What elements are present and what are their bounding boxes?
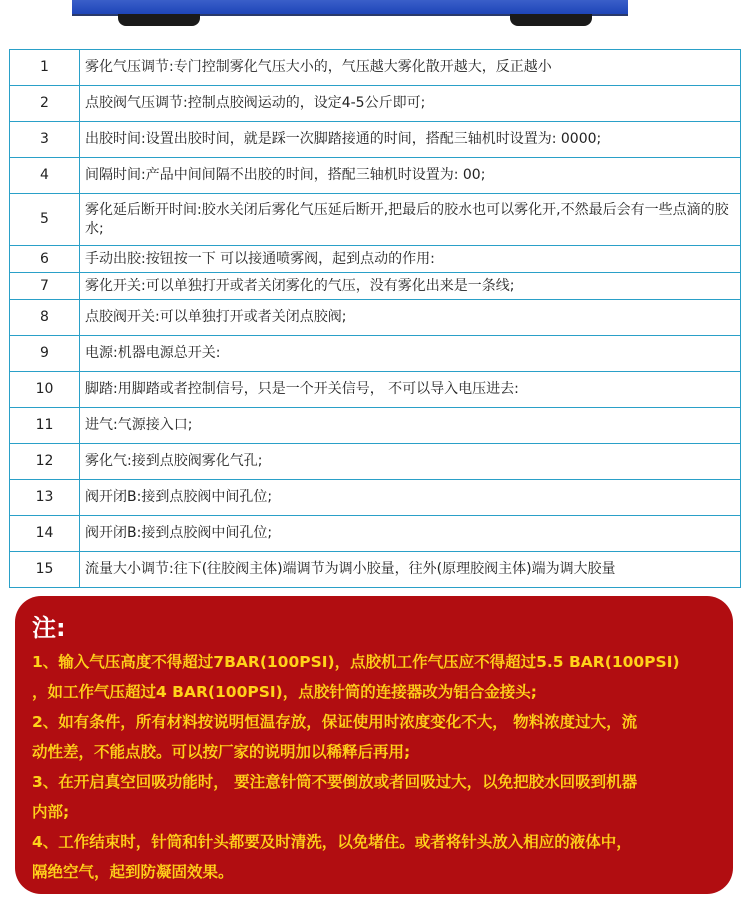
notice-line: 动性差，不能点胶。可以按厂家的说明加以稀释后再用; — [32, 743, 411, 761]
row-description: 出胶时间:设置出胶时间，就是踩一次脚踏接通的时间，搭配三轴机时设置为: 0000; — [80, 122, 741, 158]
row-description: 点胶阀气压调节:控制点胶阀运动的，设定4-5公斤即可; — [80, 86, 741, 122]
row-description: 间隔时间:产品中间间隔不出胶的时间，搭配三轴机时设置为: 00; — [80, 158, 741, 194]
notice-box — [15, 596, 733, 894]
row-number: 6 — [10, 246, 80, 273]
table-row — [10, 50, 741, 86]
row-number: 11 — [10, 408, 80, 444]
row-number: 14 — [10, 516, 80, 552]
row-number: 12 — [10, 444, 80, 480]
table-row — [10, 444, 741, 480]
notice-title: 注: — [32, 614, 66, 642]
row-description: 点胶阀开关:可以单独打开或者关闭点胶阀; — [80, 300, 741, 336]
table-row — [10, 246, 741, 273]
row-number: 10 — [10, 372, 80, 408]
table-row — [10, 273, 741, 300]
table-row — [10, 516, 741, 552]
device-foot-left — [118, 14, 200, 26]
notice-line: 1、输入气压高度不得超过7BAR(100PSI)，点胶机工作气压应不得超过5.5 BAR(100PSI) — [32, 653, 680, 671]
notice-line: 2、如有条件，所有材料按说明恒温存放，保证使用时浓度变化不大， 物料浓度过大，流 — [32, 713, 638, 731]
row-description: 手动出胶:按钮按一下 可以接通喷雾阀，起到点动的作用: — [80, 246, 741, 273]
row-number: 2 — [10, 86, 80, 122]
notice-line: ，如工作气压超过4 BAR(100PSI)，点胶针筒的连接器改为铝合金接头; — [32, 683, 537, 701]
table-row — [10, 194, 741, 246]
row-description: 雾化开关:可以单独打开或者关闭雾化的气压，没有雾化出来是一条线; — [80, 273, 741, 300]
notice-line: 内部; — [32, 803, 70, 821]
row-number: 7 — [10, 273, 80, 300]
row-number: 13 — [10, 480, 80, 516]
row-number: 8 — [10, 300, 80, 336]
table-row — [10, 552, 741, 588]
table-row — [10, 336, 741, 372]
table-row — [10, 408, 741, 444]
row-description: 阀开闭B:接到点胶阀中间孔位; — [80, 480, 741, 516]
row-number: 5 — [10, 194, 80, 246]
row-description: 雾化延后断开时间:胶水关闭后雾化气压延后断开,把最后的胶水也可以雾化开,不然最后会有一些点滴的胶水; — [80, 194, 741, 246]
row-number: 1 — [10, 50, 80, 86]
row-description: 流量大小调节:往下(往胶阀主体)端调节为调小胶量，往外(原理胶阀主体)端为调大胶量 — [80, 552, 741, 588]
row-description: 雾化气:接到点胶阀雾化气孔; — [80, 444, 741, 480]
row-description: 脚踏:用脚踏或者控制信号，只是一个开关信号， 不可以导入电压进去: — [80, 372, 741, 408]
row-number: 3 — [10, 122, 80, 158]
row-description: 进气:气源接入口; — [80, 408, 741, 444]
product-photo — [0, 0, 750, 38]
table-row — [10, 300, 741, 336]
row-number: 15 — [10, 552, 80, 588]
table-row — [10, 480, 741, 516]
row-description: 阀开闭B:接到点胶阀中间孔位; — [80, 516, 741, 552]
row-description: 雾化气压调节:专门控制雾化气压大小的，气压越大雾化散开越大，反正越小 — [80, 50, 741, 86]
device-foot-right — [510, 14, 592, 26]
notice-line: 3、在开启真空回吸功能时， 要注意针筒不要倒放或者回吸过大，以免把胶水回吸到机器 — [32, 773, 638, 791]
table-row — [10, 158, 741, 194]
row-number: 4 — [10, 158, 80, 194]
notice-line: 4、工作结束时，针筒和针头都要及时清洗，以免堵住。或者将针头放入相应的液体中， — [32, 833, 632, 851]
row-number: 9 — [10, 336, 80, 372]
table-row — [10, 86, 741, 122]
row-description: 电源:机器电源总开关: — [80, 336, 741, 372]
table-row — [10, 372, 741, 408]
notice-line: 隔绝空气，起到防凝固效果。 — [32, 863, 234, 881]
table-row — [10, 122, 741, 158]
spec-table — [9, 49, 741, 588]
